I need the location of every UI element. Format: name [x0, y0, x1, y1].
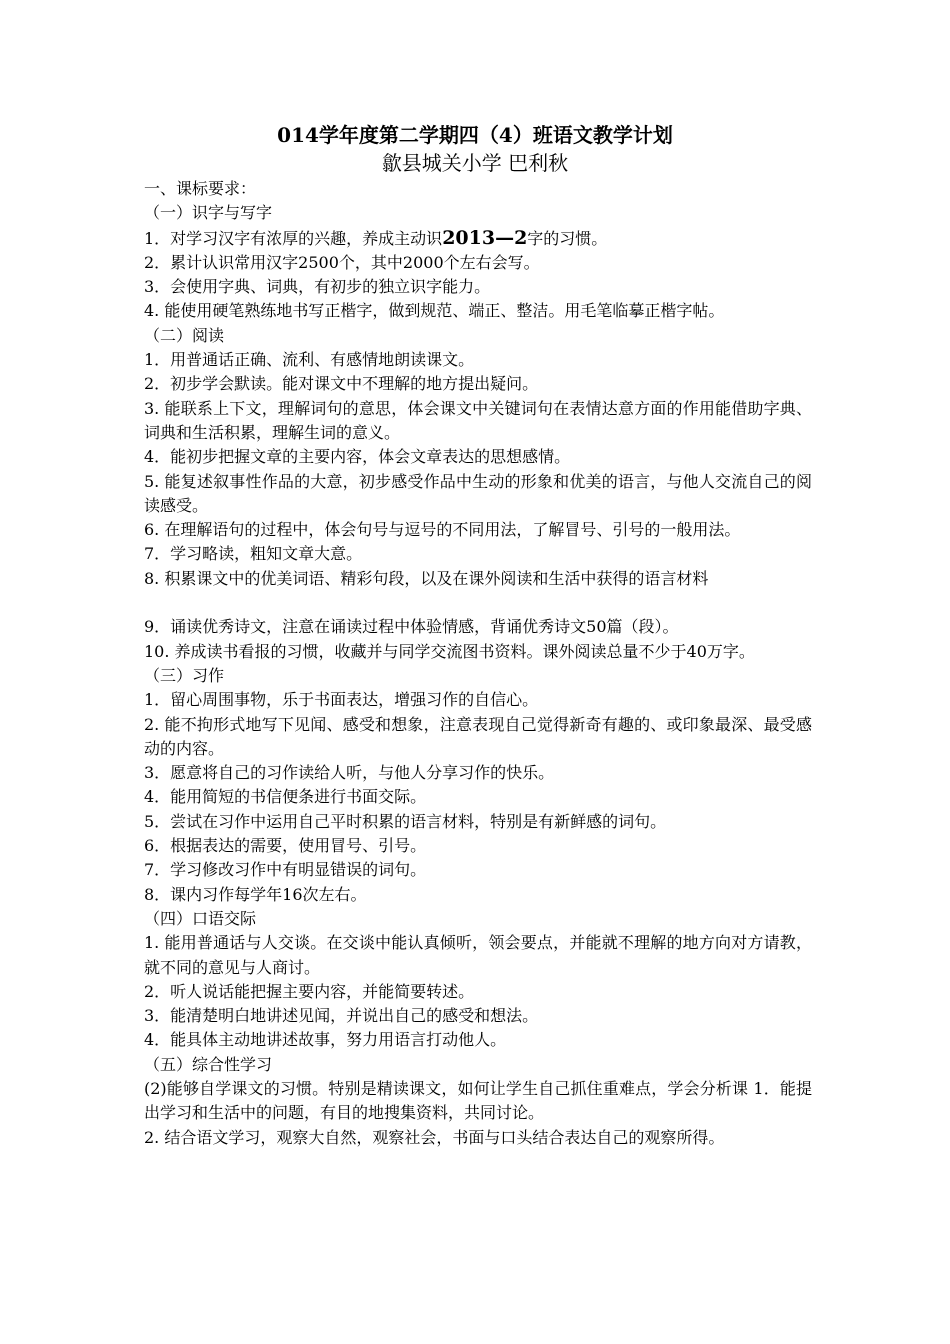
paragraph: 8. 积累课文中的优美词语、精彩句段，以及在课外阅读和生活中获得的语言材料 — [144, 568, 709, 588]
paragraph: 2．初步学会默读。能对课文中不理解的地方提出疑问。 — [144, 374, 539, 394]
paragraph: 6．根据表达的需要，使用冒号、引号。 — [144, 836, 427, 856]
paragraph: 3．会使用字典、词典，有初步的独立识字能力。 — [144, 277, 491, 297]
section-heading: 一、课标要求： — [144, 179, 257, 198]
author-line: 歙县城关小学 巴利秋 — [381, 151, 569, 175]
paragraph: 2．累计认识常用汉字2500个，其中2000个左右会写。 — [144, 252, 540, 272]
paragraph: 1. 能用普通话与人交谈。在交谈中能认真倾听，领会要点，并能就不理解的地方向对方请教，就不同的意见与人商讨。 — [144, 933, 812, 977]
paragraph: 7．学习修改习作中有明显错误的词句。 — [144, 860, 427, 880]
paragraph: 4．能具体主动地讲述故事，努力用语言打动他人。 — [144, 1030, 507, 1050]
paragraph: 1．用普通话正确、流利、有感情地朗读课文。 — [144, 350, 475, 370]
paragraph: 3．愿意将自己的习作读给人听，与他人分享习作的快乐。 — [144, 763, 555, 783]
bold-number: 2013—2 — [442, 226, 528, 249]
paragraph: 2. 结合语文学习，观察大自然，观察社会，书面与口头结合表达自己的观察所得。 — [144, 1127, 725, 1147]
paragraph: 5．尝试在习作中运用自己平时积累的语言材料，特别是有新鲜感的词句。 — [144, 811, 667, 831]
paragraph: 3. 能联系上下文，理解词句的意思，体会课文中关键词句在表情达意方面的作用能借助字典、词典和生活积累，理解生词的意义。 — [144, 398, 812, 442]
paragraph: 10. 养成读书看报的习惯，收藏并与同学交流图书资料。课外阅读总量不少于40万字。 — [144, 641, 755, 661]
paragraph: 6. 在理解语句的过程中，体会句号与逗号的不同用法，了解冒号、引号的一般用法。 — [144, 520, 741, 540]
subsection-heading: （三）习作 — [144, 665, 225, 685]
paragraph-text: 1．对学习汉字有浓厚的兴趣，养成主动识 — [144, 228, 443, 248]
paragraph: 8．课内习作每学年16次左右。 — [144, 884, 367, 904]
subsection-heading: （五）综合性学习 — [144, 1054, 273, 1074]
subsection-heading: （一）识字与写字 — [144, 203, 273, 223]
subsection-heading: （二）阅读 — [144, 325, 225, 345]
paragraph: 9．诵读优秀诗文，注意在诵读过程中体验情感，背诵优秀诗文50篇（段）。 — [144, 617, 679, 637]
document-body — [144, 177, 812, 1150]
paragraph: 5. 能复述叙事性作品的大意，初步感受作品中生动的形象和优美的语言，与他人交流自己的阅读感受。 — [144, 471, 812, 515]
paragraph: 2. 能不拘形式地写下见闻、感受和想象，注意表现自己觉得新奇有趣的、或印象最深、最受感动的内容。 — [144, 714, 812, 758]
paragraph — [144, 226, 812, 251]
paragraph: (2)能够自学课文的习惯。特别是精读课文，如何让学生自己抓住重难点，学会分析课 1．能提出学习和生活中的问题，有目的地搜集资料，共同讨论。 — [144, 1078, 812, 1123]
subsection-heading: （四）口语交际 — [144, 908, 257, 928]
paragraph: 2．听人说话能把握主要内容，并能简要转述。 — [144, 981, 475, 1001]
paragraph-text: 字的习惯。 — [527, 228, 608, 248]
paragraph: 3．能清楚明白地讲述见闻，并说出自己的感受和想法。 — [144, 1006, 539, 1026]
paragraph: 4．能初步把握文章的主要内容，体会文章表达的思想感情。 — [144, 447, 571, 467]
paragraph: 1．留心周围事物，乐于书面表达，增强习作的自信心。 — [144, 690, 539, 710]
paragraph: 7．学习略读，粗知文章大意。 — [144, 544, 363, 564]
paragraph: 4．能用简短的书信便条进行书面交际。 — [144, 787, 427, 807]
paragraph: 4. 能使用硬笔熟练地书写正楷字，做到规范、端正、整洁。用毛笔临摹正楷字帖。 — [144, 301, 725, 321]
blank-line — [144, 591, 812, 615]
page-title: 014学年度第二学期四（4）班语文教学计划 — [277, 123, 673, 147]
